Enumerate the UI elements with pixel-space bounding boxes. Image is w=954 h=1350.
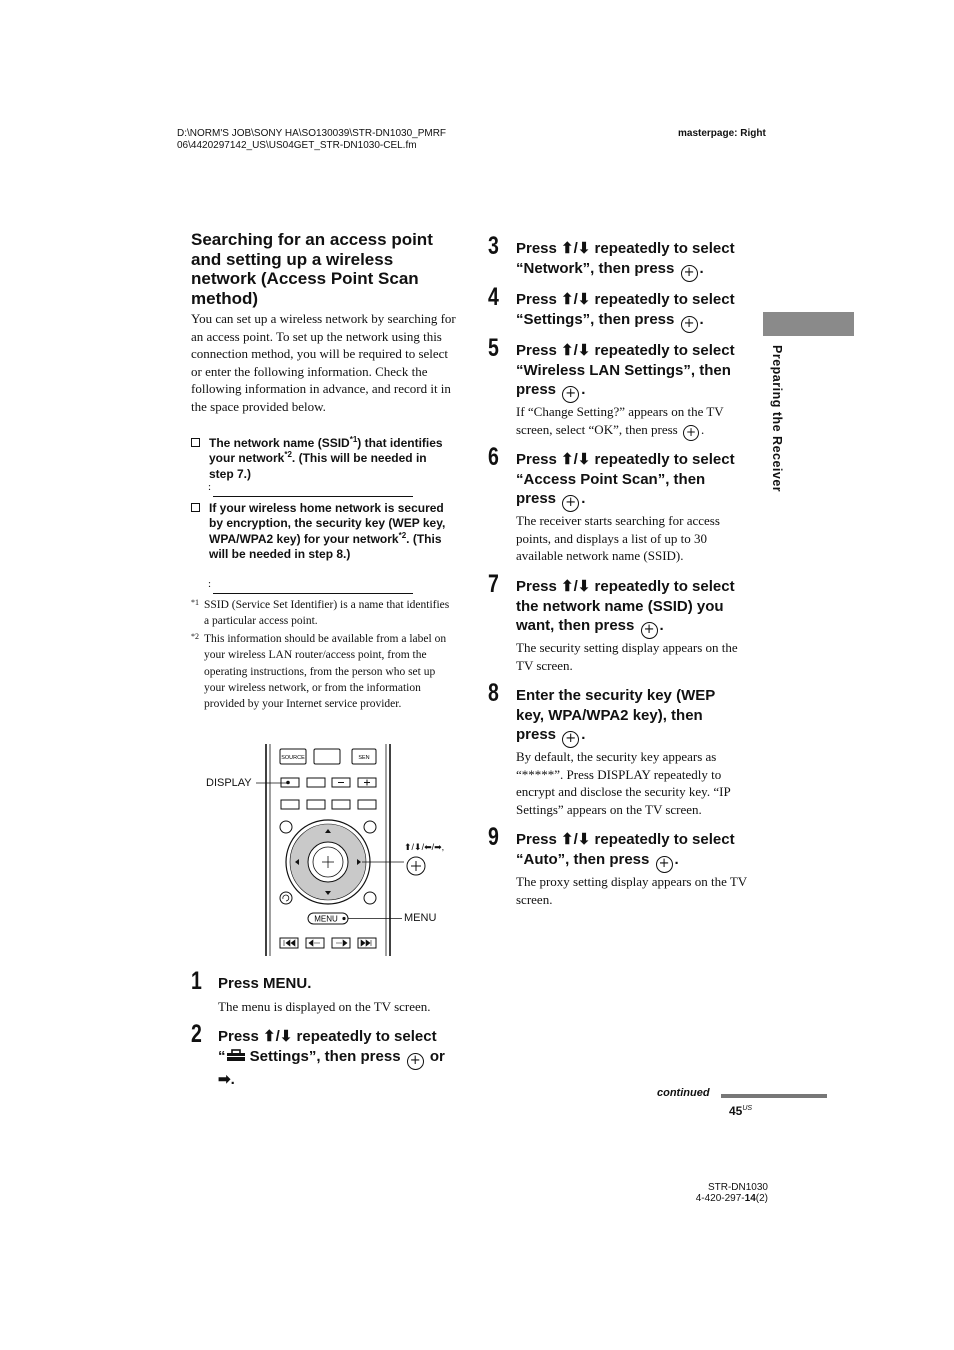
enter-circle-plus-icon: + [656, 856, 673, 873]
menu-button[interactable] [308, 913, 348, 924]
step-9-text: Press ⬆/⬇ repeatedly to select “Auto”, then press + . [516, 831, 735, 871]
round-button[interactable] [364, 821, 376, 833]
svg-text:SOURCE: SOURCE [281, 755, 305, 761]
chapter-tab-marker [763, 312, 854, 336]
step-number-9: 9 [488, 823, 499, 851]
enter-circle-plus-icon: + [562, 731, 579, 748]
continued-bar [721, 1094, 827, 1098]
footnote-1: *1 SSID (Service Set Identifier) is a name that identifies a particular access point. [191, 598, 450, 628]
remote-button[interactable] [307, 800, 325, 809]
masterpage-label: masterpage: Right [678, 128, 766, 139]
enter-circle-plus-icon: + [407, 1053, 424, 1070]
step-5-text: Press ⬆/⬇ repeatedly to select “Wireless LAN Settings”, then press + . [516, 342, 735, 402]
settings-toolbox-icon [226, 1049, 246, 1062]
remote-button[interactable] [358, 800, 376, 809]
step-number-8: 8 [488, 679, 499, 707]
step-number-4: 4 [488, 283, 499, 311]
step-6-desc: The receiver starts searching for access points, and displays a list of up to 30 available network name (SSID). [516, 513, 720, 564]
chapter-side-label: Preparing the Receiver [770, 345, 784, 493]
remote-button[interactable] [281, 800, 299, 809]
checklist-item-security-key: If your wireless home network is secured by encryption, the security key (WEP key, WPA/WPA2 key) for your network$^{*2}$. (This will be needed in step 8.) [191, 501, 455, 562]
remote-button[interactable] [332, 800, 350, 809]
enter-circle-plus-icon: + [641, 622, 658, 639]
checklist-item-ssid: The network name (SSID$^{*1}$) that identifies your network$^{*2}$. (This will be needed in step 7.) [191, 436, 453, 482]
step-number-6: 6 [488, 443, 499, 471]
step-3-text: Press ⬆/⬇ repeatedly to select “Network”, then press + . [516, 240, 735, 280]
step-1-desc: The menu is displayed on the TV screen. [218, 999, 431, 1014]
file-path-line-2: 06\4420297142_US\US04GET_STR-DN1030-CEL.fm [177, 140, 417, 151]
page-number: $45^{US}$ [729, 1104, 753, 1118]
footnote-2: *2 This information should be available from a label on your wireless LAN router/access point, from the operating instructions, from the person who set up your wireless network, or from the information provided by your Internet service provider. [191, 632, 447, 711]
display-button[interactable] [281, 778, 299, 787]
step-8-desc: By default, the security key appears as “*****”. Press DISPLAY repeatedly to encrypt and disclose the security key. “IP Settings” appears on the TV screen. [516, 749, 731, 817]
enter-circle-plus-icon: + [683, 425, 699, 441]
enter-circle-plus-icon: + [681, 316, 698, 333]
key-record-colon: : [208, 578, 212, 590]
file-path-line-1: D:\NORM'S JOB\SONY HA\SO130039\STR-DN1030_PMRF [177, 128, 447, 139]
step-9-desc: The proxy setting display appears on the TV screen. [516, 874, 747, 907]
step-2-text: Press ⬆/⬇ repeatedly to select “ Settings”, then press + or ➡. [218, 1028, 445, 1088]
round-button[interactable] [364, 892, 376, 904]
svg-text:MENU: MENU [314, 914, 338, 924]
file-path-header [177, 128, 446, 152]
model-code-block: STR-DN1030 4-420-297-14(2) [695, 1182, 768, 1204]
ssid-record-colon: : [208, 481, 212, 493]
enter-circle-plus-icon: + [681, 265, 698, 282]
callout-display: DISPLAY [206, 777, 252, 789]
step-7-desc: The security setting display appears on the TV screen. [516, 640, 738, 673]
enter-circle-plus-icon [407, 857, 425, 875]
sen-button[interactable] [352, 749, 376, 764]
step-number-7: 7 [488, 570, 499, 598]
callout-arrows: ⬆/⬇/⬅/➡, [404, 842, 445, 852]
checkbox-icon [191, 438, 200, 447]
ssid-record-line[interactable] [213, 496, 413, 497]
enter-circle-plus-icon: + [562, 495, 579, 512]
return-button[interactable] [280, 892, 292, 904]
continued-label: continued [657, 1087, 710, 1099]
key-record-line[interactable] [213, 593, 413, 594]
source-button[interactable] [280, 749, 306, 764]
section-title: Searching for an access point and setting up a wireless network (Access Point Scan method) [191, 230, 433, 308]
step-number-5: 5 [488, 334, 499, 362]
svg-text:SEN: SEN [358, 755, 370, 761]
step-number-3: 3 [488, 232, 499, 260]
callout-menu: MENU [404, 912, 437, 924]
step-8-text: Enter the security key (WEP key, WPA/WPA2 key), then press + . [516, 687, 716, 747]
step-5-desc: If “Change Setting?” appears on the TV screen, select “OK”, then press + . [516, 404, 724, 439]
round-button[interactable] [280, 821, 292, 833]
checkbox-icon [191, 503, 200, 512]
step-6-text: Press ⬆/⬇ repeatedly to select “Access Point Scan”, then press + . [516, 451, 735, 511]
step-number-2: 2 [191, 1020, 202, 1048]
step-4-text: Press ⬆/⬇ repeatedly to select “Settings”, then press + . [516, 291, 735, 331]
enter-circle-plus-icon: + [562, 386, 579, 403]
step-number-1: 1 [191, 967, 202, 995]
step-7-text: Press ⬆/⬇ repeatedly to select the network name (SSID) you want, then press + . [516, 578, 735, 638]
remote-button[interactable] [307, 778, 325, 787]
step-1-text: Press MENU. [218, 975, 312, 992]
intro-paragraph: You can set up a wireless network by searching for an access point. To set up the network using this connection method, you will be required to select or enter the following information. Check the following information in advance, and record it in the space provided below. [191, 311, 456, 414]
blank-button[interactable] [314, 749, 340, 764]
